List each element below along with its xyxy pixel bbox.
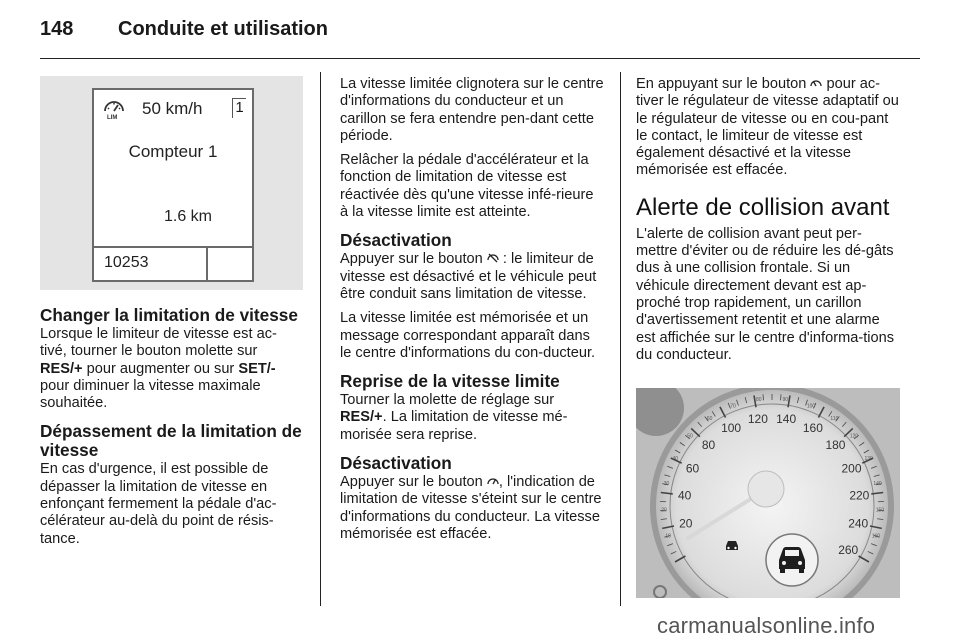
gauge-inner-label: 150	[875, 507, 885, 514]
column-3	[636, 76, 902, 371]
paragraph-forward-collision-alert: L'alerte de collision avant peut per-mettre d'éviter ou de réduire les dé-gâts dus à une collision frontale. Si un véhicule directement devant est ap-proché trop rapidement, un carillon d'avertissement retentit et une alarme est affichée sur le centre d'informa-tions du conducteur.	[636, 225, 895, 363]
res-label: RES/+	[340, 409, 383, 426]
paragraph-deactivation-1	[340, 251, 604, 303]
gauge-tick-label: 60	[685, 461, 700, 476]
gauge-inner-label: 140	[873, 480, 882, 487]
text: Tourner la molette de réglage sur	[340, 392, 555, 409]
heading-deactivation-2: Désactivation	[340, 453, 452, 474]
text: pour ac-tiver le régulateur de vitesse adaptatif ou le régulateur de vitesse ou en cou-pant le contact, le limiteur de vitesse est également désactivé et la vitesse mémorisée est effacée.	[636, 76, 899, 179]
gauge-inner-label: 30	[663, 480, 670, 487]
gauge-tick-label: 120	[747, 412, 768, 427]
page-title: Conduite et utilisation	[118, 18, 328, 40]
heading-deactivation-1: Désactivation	[340, 230, 452, 251]
gauge-tick-label: 20	[679, 516, 693, 531]
lcd-top-row	[102, 96, 246, 122]
gauge-inner-label: 160	[871, 533, 881, 540]
trip-distance: 1.6 km	[163, 208, 212, 225]
gauge-inner-label: 120	[849, 433, 859, 440]
gauge-inner-label: 80	[755, 396, 762, 403]
gauge-inner-label: 100	[806, 403, 816, 410]
text: pour augmenter ou sur	[82, 360, 239, 377]
text: Appuyer sur le bouton	[340, 474, 487, 491]
gauge-hub	[748, 471, 784, 507]
paragraph-resume	[340, 392, 604, 444]
column-2	[340, 76, 604, 550]
res-label: RES/+	[40, 360, 83, 377]
gauge-inner-label: 90	[782, 396, 789, 403]
gauge-tick-label: 40	[677, 488, 692, 503]
limiter-button-icon	[487, 475, 499, 487]
speed-limiter-icon	[102, 97, 126, 121]
set-label: SET/-	[238, 360, 276, 377]
gauge-tick-label: 180	[825, 438, 846, 453]
limit-speed: 50 km/h	[142, 99, 203, 118]
text: : le limiteur de vitesse est désactivé et le véhicule peut être conduit sans limitation de vitesse.	[340, 251, 597, 302]
gauge-tick-label: 100	[721, 421, 742, 436]
page-number: 148	[40, 18, 74, 40]
gauge-tick-label: 240	[848, 516, 869, 531]
paragraph-blink: La vitesse limitée clignotera sur le centre d'informations du conducteur et un carillon se fera entendre pen-dant cette période.	[340, 76, 604, 144]
limiter-off-button-icon	[487, 252, 499, 264]
lcd-bottom-row	[94, 246, 252, 280]
paragraph-exceed-limit: En cas d'urgence, il est possible de dépasser la limitation de vitesse en enfonçant fermement la pédale d'ac-célérateur au-delà du point de résis-tance.	[40, 461, 277, 547]
gauge-tick-label: 260	[838, 543, 859, 557]
gauge-tick-label: 220	[849, 488, 870, 503]
text: En appuyant sur le bouton	[636, 76, 811, 92]
text: Appuyer sur le bouton	[340, 251, 487, 268]
heading-resume: Reprise de la vitesse limite	[340, 371, 560, 392]
header-rule	[40, 58, 920, 59]
gauge-tick-label: 200	[841, 461, 862, 476]
gauge-inner-label: 40	[672, 455, 679, 462]
speedometer-svg	[636, 388, 900, 598]
gauge-tick-label: 160	[802, 421, 823, 436]
gauge-tick-label: 140	[776, 412, 797, 427]
paragraph-memorized: La vitesse limitée est mémorisée et un message correspondant apparaît dans le centre d'informations du con-ducteur.	[340, 310, 596, 361]
text: , l'indication de limitation de vitesse s'éteint sur le centre d'informations du conducteur. La vitesse mémorisée est effacée.	[340, 474, 602, 542]
column-1	[40, 76, 303, 555]
gauge-inner-label: 130	[864, 455, 873, 462]
column-divider	[320, 72, 321, 606]
heading-forward-collision-alert: Alerte de collision avant	[636, 193, 890, 221]
lcd-screen	[92, 88, 254, 282]
text: Lorsque le limiteur de vitesse est ac-tivé, tourner le bouton molette sur	[40, 326, 277, 360]
speedometer-illustration	[636, 388, 900, 598]
lim-label: LIM	[107, 115, 118, 121]
gauge-inner-label: 60	[706, 415, 713, 422]
text: pour diminuer la vitesse maximale souhaitée.	[40, 377, 261, 412]
gauge-inner-label: 50	[687, 433, 693, 440]
collision-warning-small-icon	[726, 541, 738, 550]
gauge-tick-label: 80	[701, 438, 716, 453]
watermark: carmanualsonline.info	[657, 613, 876, 638]
driver-info-display-illustration	[40, 76, 303, 290]
gauge-inner-label: 70	[730, 403, 736, 410]
paragraph-acc	[636, 76, 902, 180]
odometer: 10253	[104, 254, 149, 271]
heading-exceed-limit: Dépassement de la limitation de vitesse	[40, 421, 302, 461]
gauge-inner-label: 110	[830, 415, 839, 422]
heading-change-limit: Changer la limitation de vitesse	[40, 305, 298, 325]
slot-indicator: 1	[232, 98, 246, 118]
column-divider	[620, 72, 621, 606]
gauge-inner-label: 20	[661, 507, 667, 514]
lcd-separator	[206, 248, 208, 280]
counter-label: Compteur 1	[128, 142, 218, 161]
paragraph-deactivation-2	[340, 474, 604, 543]
cruise-control-button-icon	[810, 77, 822, 89]
gauge-inner-label: 10	[665, 533, 671, 540]
paragraph-release: Relâcher la pédale d'accélérateur et la fonction de limitation de vitesse est réactivée dès qu'une vitesse infé-rieure à la vitesse limite est atteinte.	[340, 152, 594, 221]
paragraph-change-limit	[40, 326, 303, 412]
text: . La limitation de vitesse mé-morisée sera reprise.	[340, 409, 568, 443]
page-header	[40, 18, 328, 48]
